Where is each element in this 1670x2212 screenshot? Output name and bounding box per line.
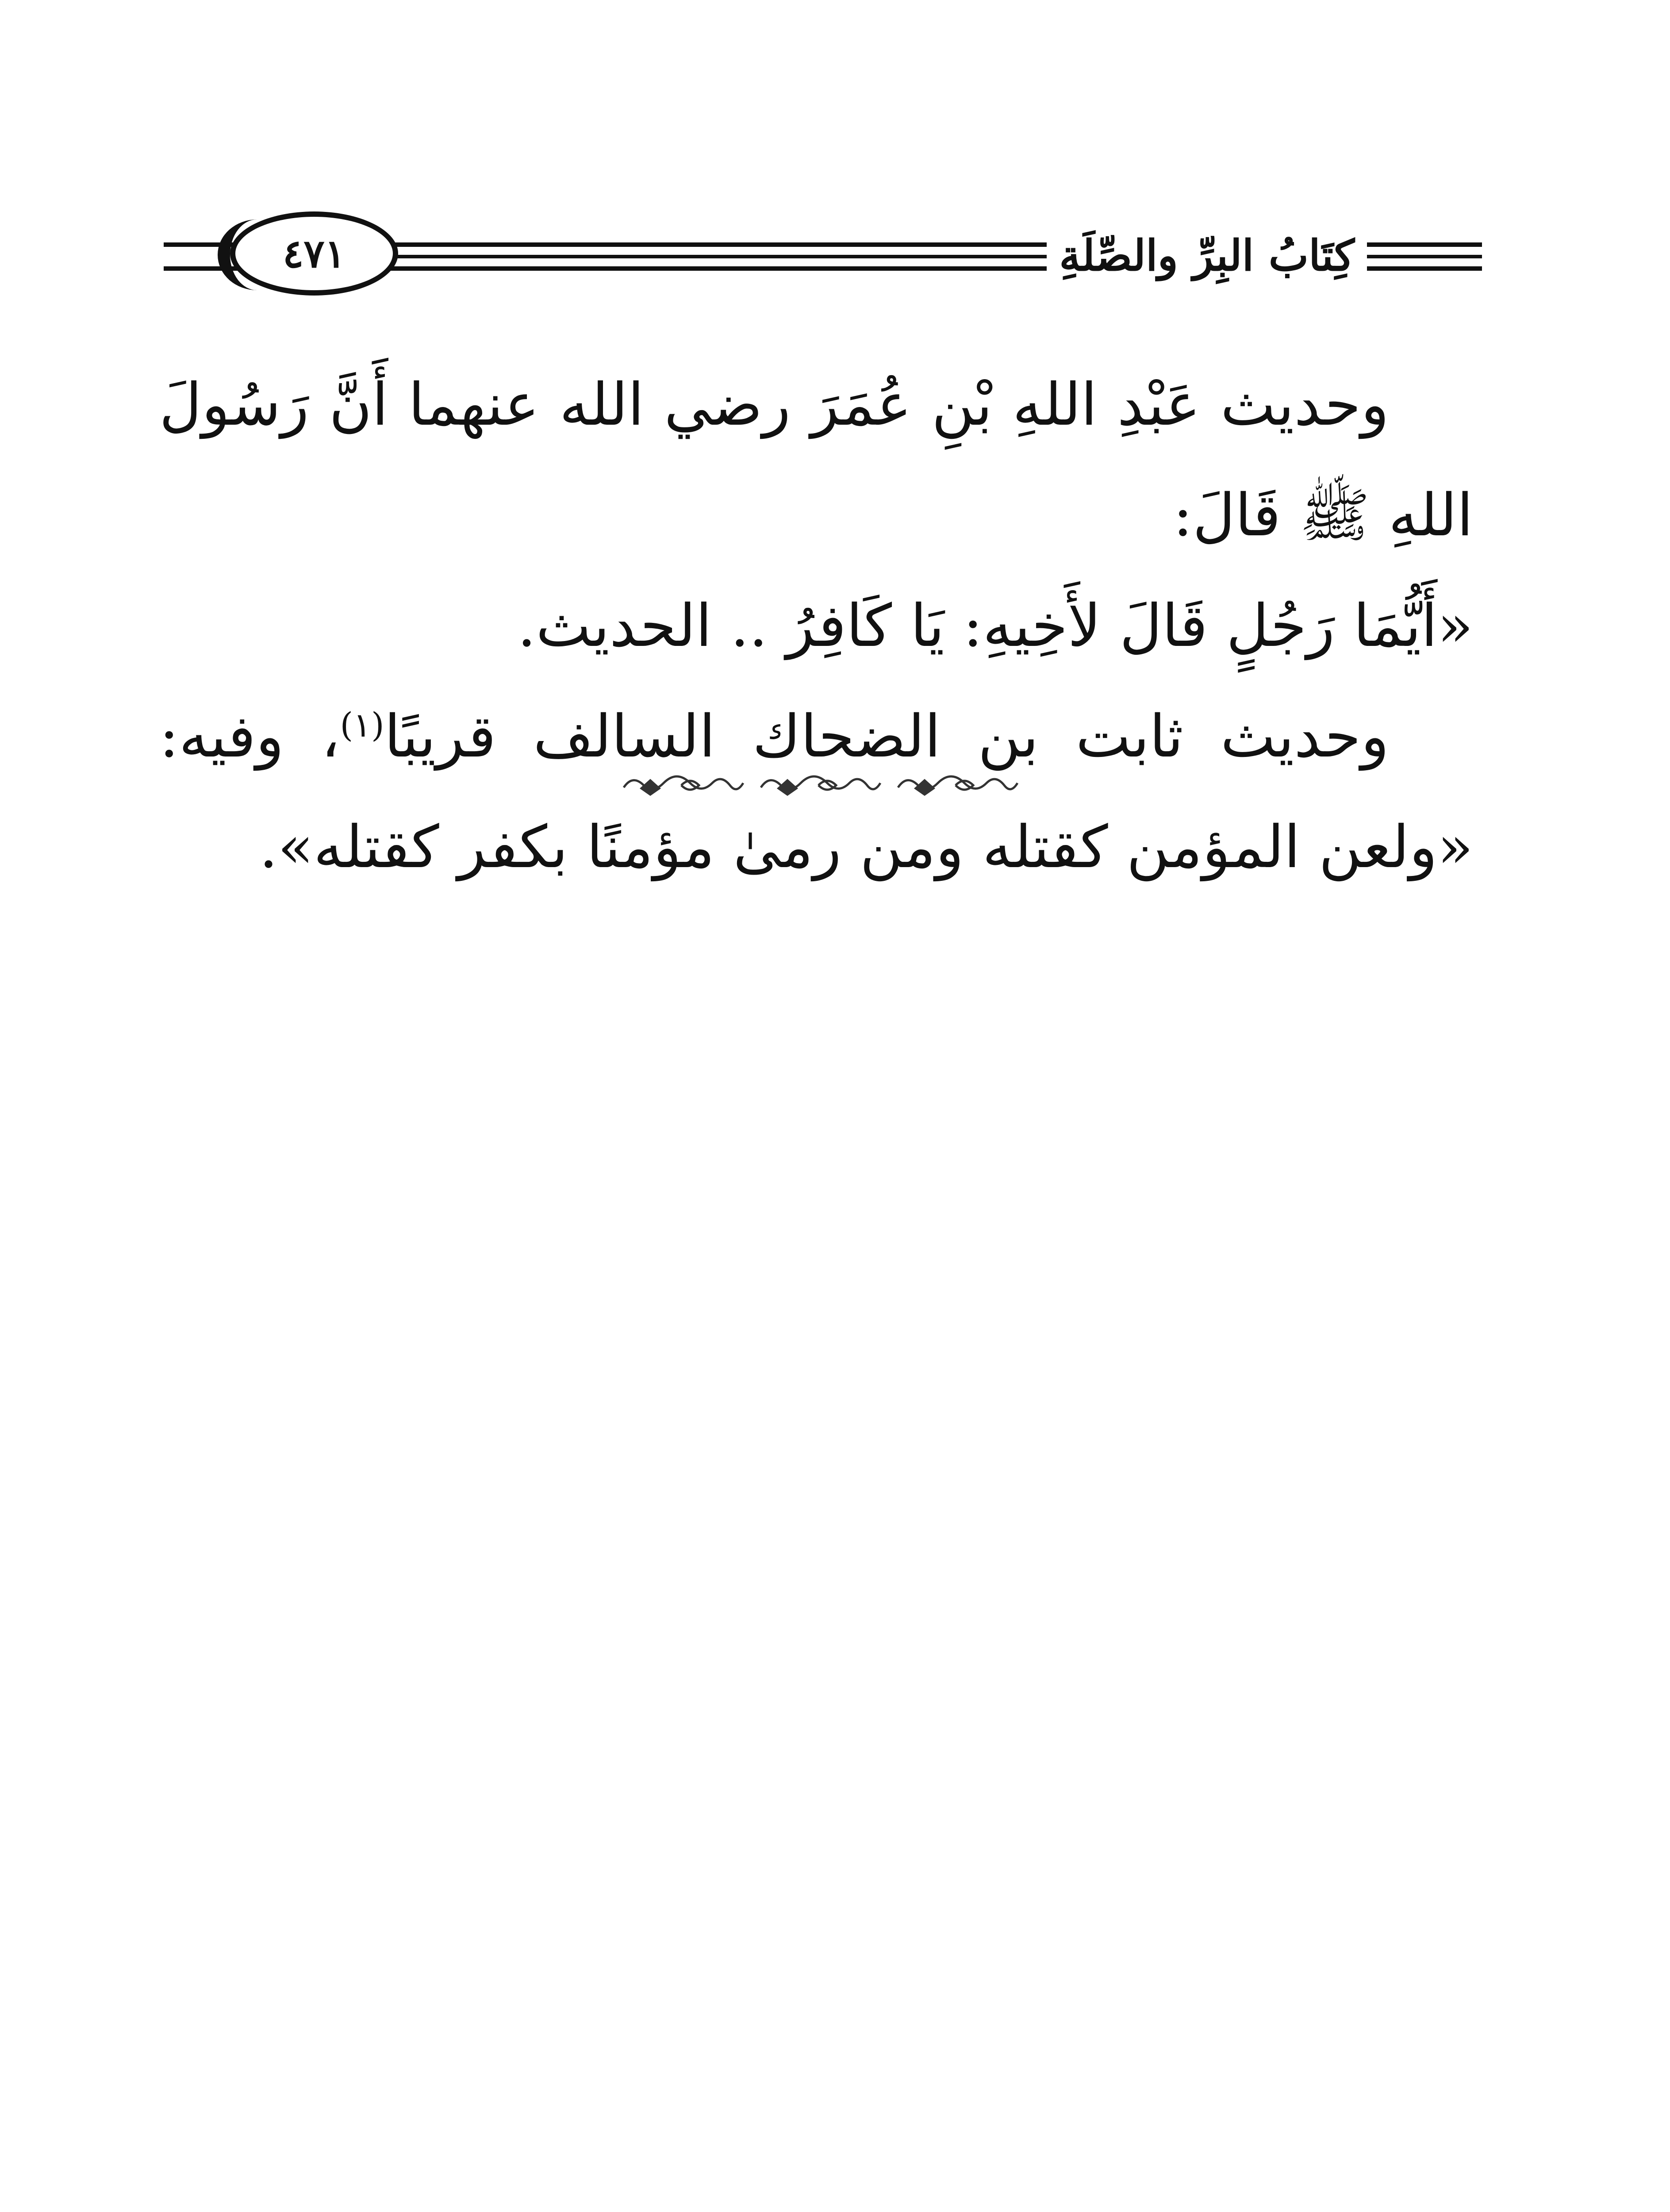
ornament-segment-middle <box>761 776 880 795</box>
ornament-divider <box>615 761 1040 810</box>
main-text <box>159 349 1473 902</box>
page-number-badge <box>230 211 398 296</box>
paragraph-2-start: وحديث ثابت بن الضحاك السالف قريبًا <box>384 703 1390 771</box>
book-title: كِتَابُ البِرِّ والصِّلَةِ <box>1047 225 1367 287</box>
paragraph-1-line-2: «أَيُّمَا رَجُلٍ قَالَ لأَخِيهِ: يَا كَافِرُ .. الحديث. <box>517 592 1473 660</box>
paragraph-2-end: ، وفيه: «ولعن المؤمن كقتله ومن رمىٰ مؤمنًا بكفر كقتله». <box>159 703 1473 881</box>
footnote-reference: (١) <box>340 705 384 745</box>
ornament-segment-right <box>898 776 1017 795</box>
paragraph-1-line-1: وحديث عَبْدِ اللهِ بْنِ عُمَرَ رضي الله عنهما أَنَّ رَسُولَ اللهِ ﷺ قَالَ: <box>159 371 1473 549</box>
paragraph-1 <box>159 349 1473 681</box>
page-header <box>164 208 1482 305</box>
page-number: ٤٧١ <box>283 230 346 276</box>
ornament-segment-left <box>624 776 743 795</box>
